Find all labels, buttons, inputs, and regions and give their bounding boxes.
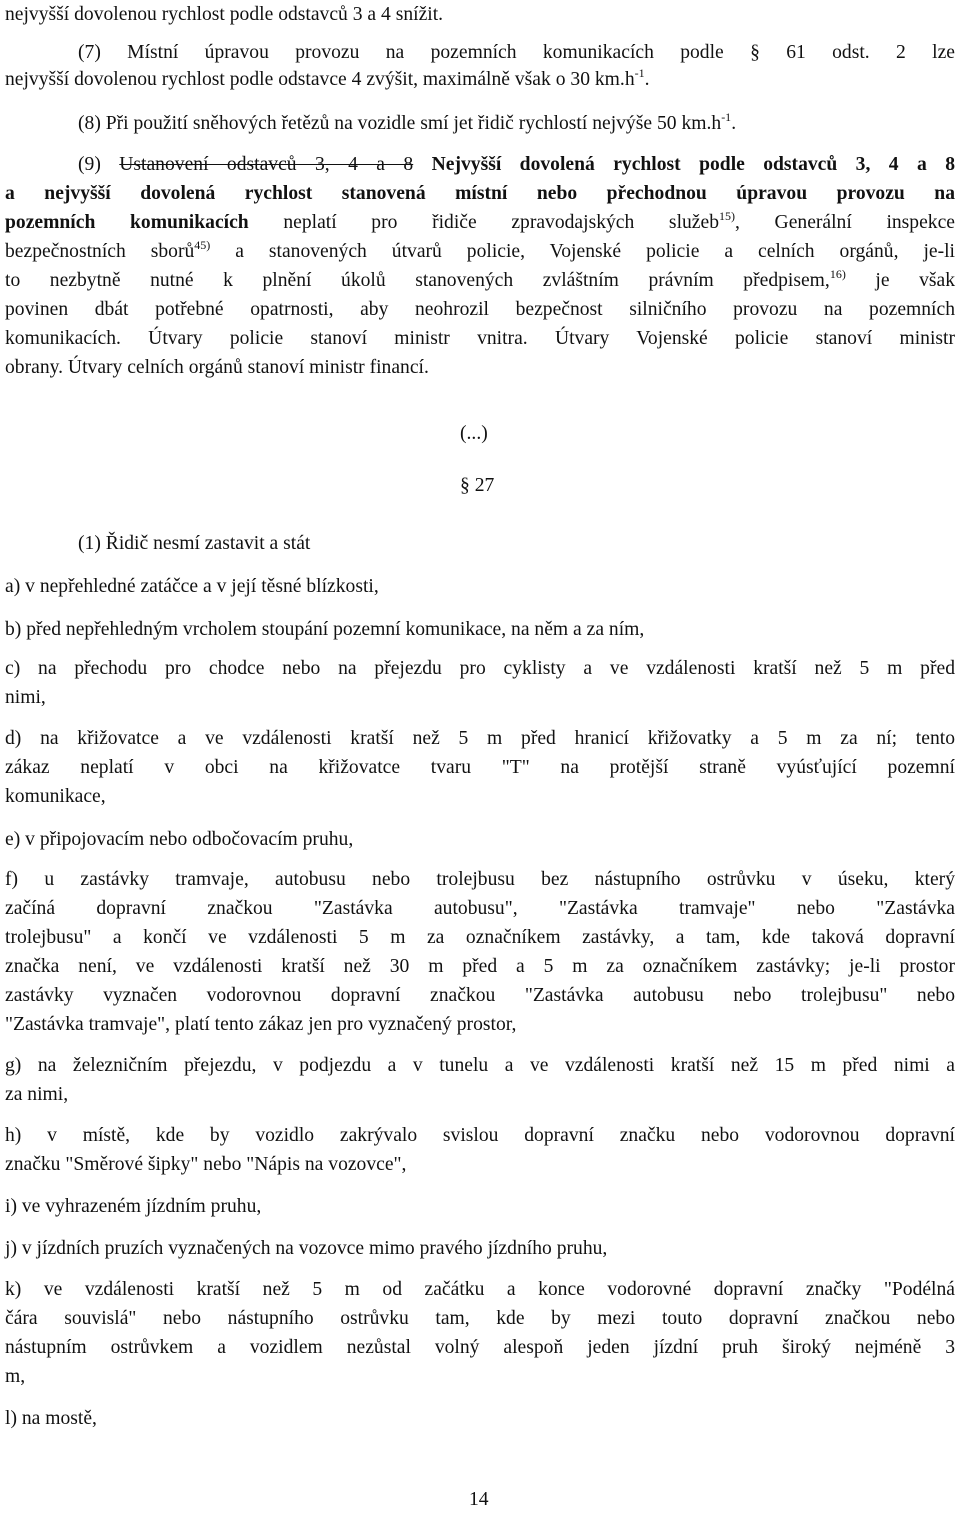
- item-f-line-5: zastávky vyznačen vodorovnou dopravní značkou "Zastávka autobusu nebo trolejbusu" nebo: [5, 985, 955, 1006]
- section-heading: § 27: [460, 475, 495, 496]
- item-k-line-1: k) ve vzdálenosti kratší než 5 m od začátku a konce vodorovné dopravní značky "Podélná: [5, 1279, 955, 1300]
- paragraph-9-line-1: (9) Ustanovení odstavců 3, 4 a 8 Nejvyšší dovolená rychlost podle odstavců 3, 4 a 8: [78, 154, 956, 175]
- item-f-line-1: f) u zastávky tramvaje, autobusu nebo trolejbusu bez nástupního ostrůvku v úseku, který: [5, 869, 955, 890]
- item-k-line-4: m,: [5, 1366, 26, 1387]
- paragraph-6-end: nejvyšší dovolenou rychlost podle odstavců 3 a 4 snížit.: [5, 4, 444, 25]
- paragraph-9-line-3: pozemních komunikacích neplatí pro řidiče zpravodajských služeb$^{15)}$, Generální inspekce: [5, 209, 955, 233]
- item-h-line-2: značku "Směrové šipky" nebo "Nápis na vozovce",: [5, 1154, 407, 1175]
- item-f-line-2: začíná dopravní značkou "Zastávka autobusu", "Zastávka tramvaje" nebo "Zastávka: [5, 898, 955, 919]
- struck-text: Ustanovení odstavců 3, 4 a 8: [119, 154, 414, 175]
- item-b: b) před nepřehledným vrcholem stoupání pozemní komunikace, na něm a za ním,: [5, 619, 645, 640]
- item-e: e) v připojovacím nebo odbočovacím pruhu,: [5, 829, 354, 850]
- item-i: i) ve vyhrazeném jízdním pruhu,: [5, 1196, 262, 1217]
- paragraph-9-line-8: obrany. Útvary celních orgánů stanoví ministr financí.: [5, 357, 429, 378]
- item-j: j) v jízdních pruzích vyznačených na vozovce mimo pravého jízdního pruhu,: [5, 1238, 608, 1259]
- paragraph-9-line-4: bezpečnostních sborů$^{45)}$ a stanovených útvarů policie, Vojenské policie a celních orgánů, je-li: [5, 238, 956, 262]
- item-a: a) v nepřehledné zatáčce a v její těsné blízkosti,: [5, 576, 379, 597]
- s27-intro: (1) Řidič nesmí zastavit a stát: [78, 533, 311, 554]
- page-number: 14: [469, 1489, 489, 1510]
- item-f-line-6: "Zastávka tramvaje", platí tento zákaz jen pro vyznačený prostor,: [5, 1014, 517, 1035]
- paragraph-9-line-6: povinen dbát potřebné opatrnosti, aby neohrozil bezpečnost silničního provozu na pozemních: [5, 299, 955, 320]
- paragraph-9-line-7: komunikacích. Útvary policie stanoví ministr vnitra. Útvary Vojenské policie stanoví ministr: [5, 328, 955, 349]
- item-g-line-2: za nimi,: [5, 1084, 69, 1105]
- item-h-line-1: h) v místě, kde by vozidlo zakrývalo svislou dopravní značku nebo vodorovnou dopravní: [5, 1125, 955, 1146]
- paragraph-9-line-5: to nezbytně nutné k plnění úkolů stanovených zvláštním právním předpisem,$^{16)}$ je však: [5, 267, 955, 291]
- item-d-line-3: komunikace,: [5, 786, 106, 807]
- paragraph-7-line-1: (7) Místní úpravou provozu na pozemních komunikacích podle § 61 odst. 2 lze: [78, 42, 955, 63]
- item-k-line-2: čára souvislá" nebo nástupního ostrůvku tam, kde by mezi touto dopravní značkou nebo: [5, 1308, 955, 1329]
- item-c-line-1: c) na přechodu pro chodce nebo na přejezdu pro cyklisty a ve vzdálenosti kratší než 5 m před: [5, 658, 955, 679]
- item-f-line-4: značka není, ve vzdálenosti kratší než 30 m před a 5 m za označníkem zastávky; je-li prostor: [5, 956, 955, 977]
- item-c-line-2: nimi,: [5, 687, 46, 708]
- paragraph-7-line-2: nejvyšší dovolenou rychlost podle odstavce 4 zvýšit, maximálně však o 30 $km.h^{-1}$.: [5, 66, 650, 90]
- item-d-line-2: zákaz neplatí v obci na křižovatce tvaru "T" na protější straně vyúsťující pozemní: [5, 757, 955, 778]
- item-f-line-3: trolejbusu" a končí ve vzdálenosti 5 m za označníkem zastávky, a tam, kde taková dopravní: [5, 927, 955, 948]
- paragraph-8: (8) Při použití sněhových řetězů na vozidle smí jet řidič rychlostí nejvýše 50 $km.h^{-1}$.: [78, 110, 737, 134]
- item-g-line-1: g) na železničním přejezdu, v podjezdu a v tunelu a ve vzdálenosti kratší než 15 m před nimi a: [5, 1055, 955, 1076]
- item-d-line-1: d) na křižovatce a ve vzdálenosti kratší než 5 m před hranicí křižovatky a 5 m za ní; tento: [5, 728, 955, 749]
- paragraph-9-line-2: a nejvyšší dovolená rychlost stanovená místní nebo přechodnou úpravou provozu na: [5, 183, 955, 204]
- item-l: l) na mostě,: [5, 1408, 97, 1429]
- item-k-line-3: nástupním ostrůvkem a vozidlem nezůstal volný alespoň jeden jízdní pruh široký nejméně 3: [5, 1337, 955, 1358]
- omission-mark: (...): [460, 423, 488, 444]
